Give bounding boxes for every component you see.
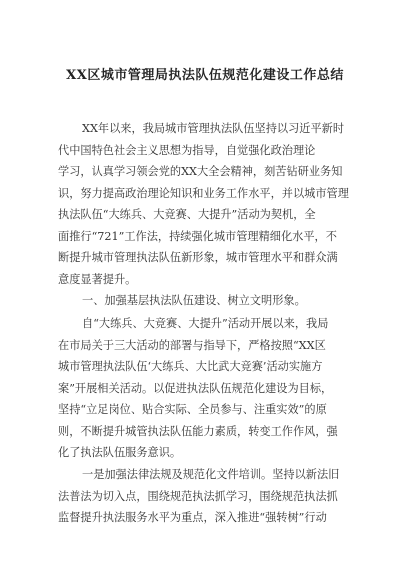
paragraph-line: 法普法为切入点，围绕规范执法抓学习，围绕规范执法抓 — [58, 489, 338, 503]
paragraph-line: 自“大练兵、大竞赛、大提升”活动开展以来，我局 — [82, 317, 329, 330]
paragraph-intro — [58, 118, 358, 290]
paragraph-line: 一、加强基层执法队伍建设、树立文明形象。 — [82, 294, 306, 307]
paragraph-line: 面推行“721”工作法，持续强化城市管理精细化水平，不 — [58, 229, 337, 243]
section-heading — [58, 290, 358, 312]
paragraph-line: 学习，认真学习领会党的XX大全会精神，刻苦钻研业务知 — [58, 165, 343, 178]
paragraph-line: 监督提升执法服务水平为重点，深入推进“强转树”行动 — [58, 511, 327, 524]
paragraph-line: 识，努力提高政治理论知识和业务工作水平，并以城市管理 — [58, 186, 349, 200]
paragraph-line: 城市管理执法队伍‘大练兵、大比武大竞赛’活动实施方 — [58, 360, 323, 373]
paragraph-line: 化了执法队伍服务意识。 — [58, 446, 182, 459]
paragraph-line: 执法队伍“大练兵、大竞赛、大提升”活动为契机，全 — [58, 208, 316, 221]
paragraph-line: 在市局关于三大活动的部署与指导下，严格按照“XX区 — [58, 338, 326, 352]
paragraph-line: 坚持“立足岗位、贴合实际、全员参与、注重实效”的原 — [58, 403, 327, 416]
paragraph-line: XX年以来，我局城市管理执法队伍坚持以习近平新时 — [82, 122, 345, 135]
paragraph-training — [58, 464, 358, 529]
paragraph-line: 则，不断提升城管执法队伍能力素质，转变工作作风，强 — [58, 424, 338, 438]
paragraph-line: 意度显著提升。 — [58, 272, 137, 286]
paragraph-line: 一是加强法律法规及规范化文件培训。坚持以新法旧 — [82, 468, 340, 481]
paragraph-line: 断提升城市管理执法队伍新形象，城市管理水平和群众满 — [58, 251, 338, 264]
paragraph-line: 案”开展相关活动。以促进执法队伍规范化建设为目标， — [58, 381, 333, 395]
document-title: XX区城市管理局执法队伍规范化建设工作总结 — [66, 68, 344, 83]
paragraph-line: 代中国特色社会主义思想为指导，自觉强化政治理论 — [58, 143, 316, 157]
paragraph-activities — [58, 313, 358, 464]
